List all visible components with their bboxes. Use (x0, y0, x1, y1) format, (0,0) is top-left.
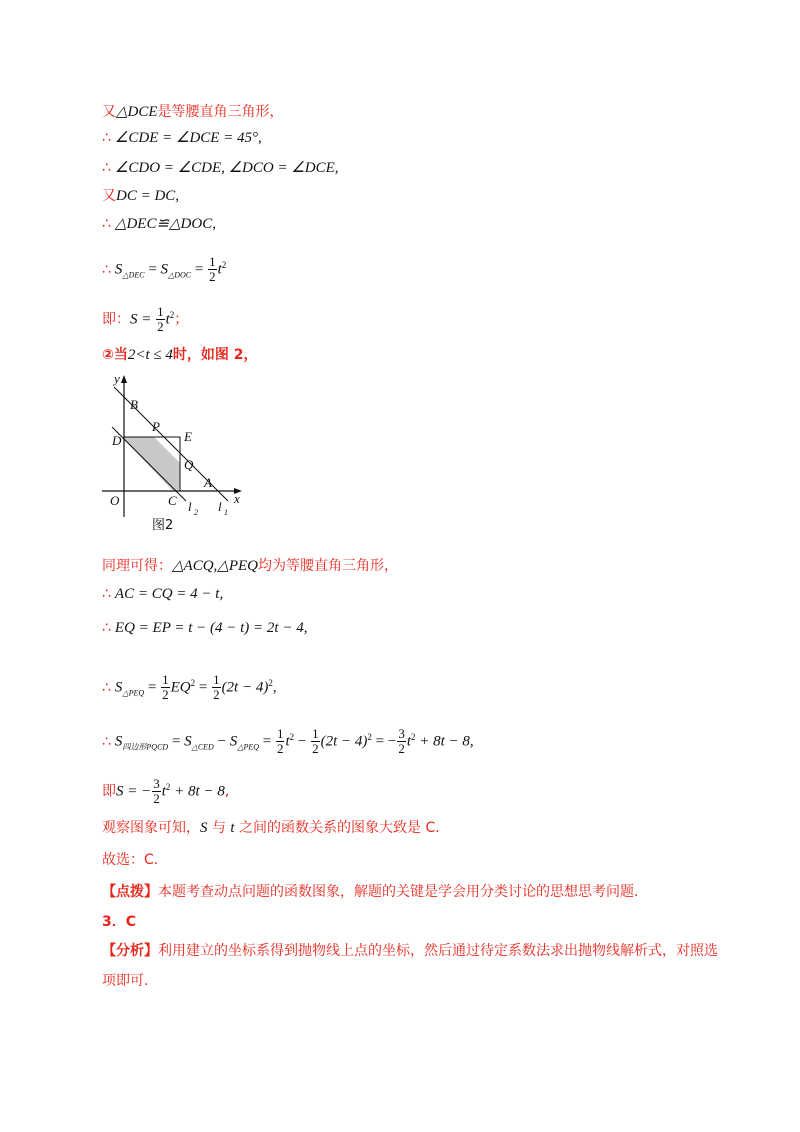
therefore-symbol: ∴ (102, 130, 111, 146)
math-t: t (285, 733, 290, 750)
equals: = (191, 261, 208, 278)
denominator: 2 (213, 687, 220, 703)
therefore-symbol: ∴ (102, 620, 111, 636)
math-s-eq: S = − (116, 783, 152, 800)
equals: = (195, 679, 212, 696)
exponent: 2 (367, 732, 372, 742)
denominator: 2 (398, 741, 405, 757)
math-congruent: △DEC≌△DOC, (114, 216, 216, 232)
subscript: △DOC (168, 270, 192, 280)
subscript: △PEQ (237, 742, 259, 752)
therefore-symbol: ∴ (102, 586, 111, 602)
math-t: t (230, 820, 235, 836)
math-s: S (184, 733, 192, 750)
math-t: t (217, 261, 222, 278)
fraction (152, 777, 161, 806)
exponent: 2 (169, 310, 175, 320)
line-dce-isosceles (102, 102, 284, 122)
math-s: S (200, 820, 208, 836)
subscript: △CED (191, 742, 214, 752)
math-s: S (114, 733, 123, 750)
line-ac-cq (102, 584, 223, 604)
equals: = (168, 733, 185, 750)
tag-dianbo: 【点拨】 (102, 884, 158, 900)
fraction (156, 305, 165, 334)
math-range: 2<t ≤ 4 (127, 347, 173, 363)
line-answer: 故选：C. (102, 852, 159, 868)
denominator: 2 (312, 741, 319, 757)
text-you: 又 (102, 104, 116, 120)
text-isosceles: 均为等腰直角三角形， (257, 558, 398, 574)
math-dc: DC = DC, (116, 188, 180, 204)
exponent: 2 (289, 732, 295, 742)
text-same: 同理可得： (102, 558, 172, 574)
minus: − (294, 733, 311, 750)
label-p: P (152, 419, 160, 434)
math-s: S (114, 679, 123, 696)
line-area-peq (102, 668, 277, 709)
equals: = (144, 679, 161, 696)
denominator: 2 (153, 791, 160, 807)
therefore-symbol: ∴ (102, 216, 111, 232)
text-dianbo: 本题考查动点问题的函数图象，解题的关键是学会用分类讨论的思想思考问题. (158, 884, 639, 900)
label-l1-sub: 1 (224, 508, 228, 517)
label-c: C (168, 493, 177, 508)
text-conclusion: 之间的函数关系的图象大致是 C. (234, 820, 440, 836)
comma: , (272, 679, 277, 696)
line-angle-45 (102, 128, 262, 148)
exponent: 2 (190, 678, 196, 688)
equals: = (259, 733, 275, 750)
math-tail: + 8t − 8 (415, 733, 470, 750)
fraction (397, 727, 406, 756)
math-triangle-dce: △DCE (116, 104, 158, 120)
line-congruent (102, 214, 216, 234)
label-a: A (204, 475, 212, 490)
line-s-result-2 (102, 772, 229, 807)
therefore-symbol: ∴ (102, 733, 111, 750)
math-triangles: △ACQ,△PEQ (172, 558, 258, 574)
fraction (311, 727, 320, 756)
equals: = − (371, 733, 397, 750)
therefore-symbol: ∴ (102, 160, 111, 176)
equals: = (144, 261, 161, 278)
math-t: t (161, 783, 166, 800)
math-ac: AC = CQ = 4 − t, (114, 586, 224, 602)
therefore-symbol: ∴ (102, 261, 111, 278)
label-e: E (184, 429, 192, 444)
text-isosceles: 是等腰直角三角形， (157, 104, 284, 120)
tag-fenxi: 【分析】 (102, 943, 158, 959)
math-s-eq: S = (130, 311, 156, 328)
figure-caption: 图2 (152, 518, 174, 533)
denominator: 2 (162, 687, 169, 703)
exponent: 2 (221, 260, 227, 270)
semicolon: ； (174, 311, 189, 328)
line-eq-ep (102, 618, 307, 638)
math-tail: + 8t − 8 (170, 783, 225, 800)
math-s: S (229, 733, 238, 750)
text-and: 与 (207, 820, 231, 836)
figure-2 (100, 367, 260, 537)
label-l2: l (188, 499, 192, 514)
numerator: 1 (276, 726, 284, 742)
line-observe (102, 818, 440, 838)
line-area-equal (102, 250, 226, 291)
fraction (276, 727, 285, 756)
math-angles: ∠CDO = ∠CDE, ∠DCO = ∠DCE, (114, 160, 339, 176)
text-figure-ref: 时，如图 2， (172, 347, 258, 363)
comma: , (469, 733, 474, 750)
line-dc-dc (102, 186, 179, 206)
denominator: 2 (276, 741, 284, 757)
math-paren: (2t − 4) (320, 733, 368, 750)
line-same-reason (102, 556, 398, 576)
math-t: t (165, 311, 170, 328)
line-angle-equal (102, 158, 339, 178)
denominator: 2 (157, 319, 164, 335)
label-q: Q (184, 457, 194, 472)
numerator: 1 (312, 726, 319, 742)
subscript: 四边形PQCD (122, 742, 169, 752)
line-dianbo (102, 882, 638, 902)
text-case: ②当 (102, 347, 128, 363)
label-l1: l (218, 499, 222, 514)
subscript: △PEQ (122, 688, 145, 698)
fraction (208, 255, 217, 284)
numerator: 3 (398, 726, 405, 742)
therefore-symbol: ∴ (102, 679, 111, 696)
text-observe: 观察图象可知， (102, 820, 200, 836)
numerator: 1 (213, 672, 220, 688)
math-paren: (2t − 4) (221, 679, 269, 696)
text-ji: 即： (102, 311, 130, 328)
text-ji: 即 (102, 783, 116, 800)
math-eq: EQ (170, 679, 191, 696)
math-eq: EQ = EP = t − (4 − t) = 2t − 4, (114, 620, 308, 636)
numerator: 1 (209, 254, 216, 270)
label-d: D (112, 433, 122, 448)
paragraph-fenxi (102, 936, 722, 996)
numerator: 3 (153, 776, 160, 792)
math-t: t (406, 733, 411, 750)
math-angle-eq: ∠CDE = ∠DCE = 45°, (114, 130, 262, 146)
label-y: y (114, 371, 120, 386)
label-o: O (110, 493, 120, 508)
denominator: 2 (209, 269, 216, 285)
math-s: S (114, 261, 123, 278)
fraction (212, 673, 221, 702)
line-s-result-1 (102, 300, 188, 335)
subscript: △DEC (122, 270, 145, 280)
label-x: x (234, 491, 240, 506)
label-l2-sub: 2 (194, 508, 198, 517)
text-you: 又 (102, 188, 116, 204)
line-case-2 (102, 345, 258, 365)
comma: , (224, 783, 230, 800)
label-b: B (130, 397, 138, 412)
exponent: 2 (410, 732, 416, 742)
y-axis-arrow (121, 375, 127, 383)
text-fenxi: 利用建立的坐标系得到抛物线上点的坐标，然后通过待定系数法求出抛物线解析式，对照选项即可. (102, 943, 718, 989)
exponent: 2 (268, 678, 273, 688)
exponent: 2 (165, 782, 171, 792)
line-area-quad (102, 722, 474, 763)
numerator: 1 (162, 672, 169, 688)
minus: − (213, 733, 230, 750)
line-q3: 3．C (102, 914, 137, 930)
fraction (161, 673, 170, 702)
math-s: S (160, 261, 169, 278)
numerator: 1 (157, 304, 164, 320)
